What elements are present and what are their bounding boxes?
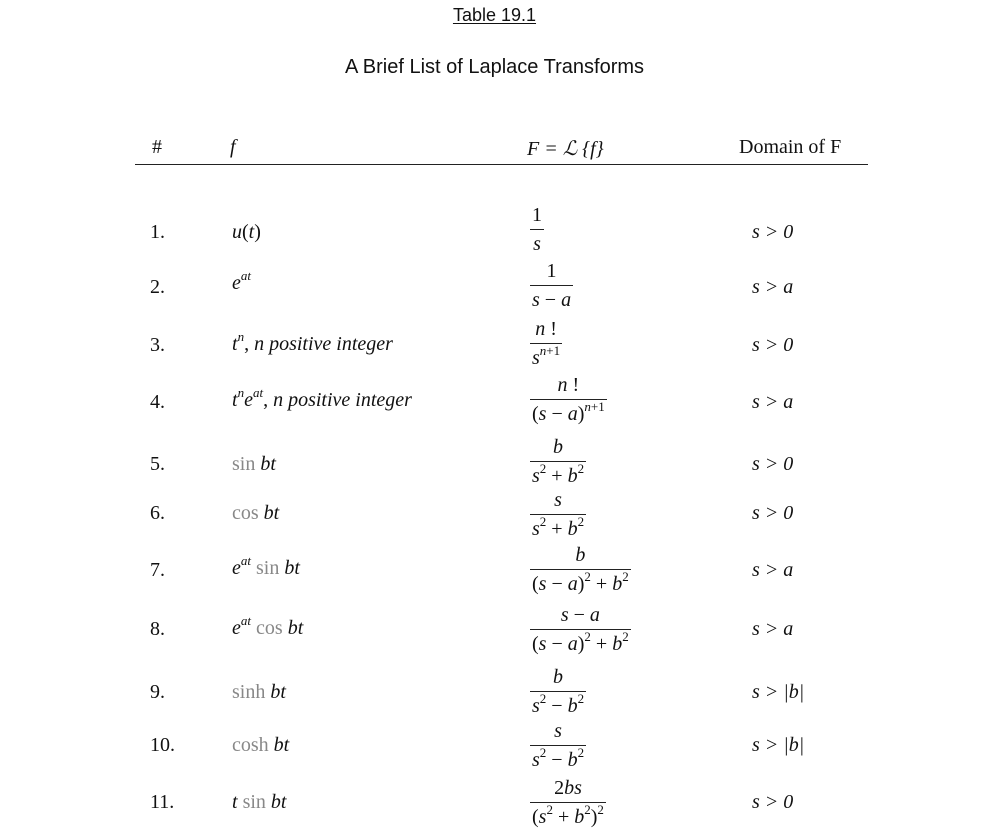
table-row (0, 203, 989, 259)
domain-cell: s > 0 (752, 453, 794, 475)
header-f: f (230, 136, 236, 158)
function-cell: $e^{at}$ cos bt (232, 613, 304, 639)
header-rule (135, 164, 868, 165)
domain-cell: s > 0 (752, 221, 794, 243)
function-suffix: n positive integer (273, 389, 412, 411)
function-cell: $t^ne^{at}$, n positive integer (232, 385, 412, 411)
row-number: 6. (150, 502, 165, 524)
function-cell: sin bt (232, 453, 276, 475)
row-number: 11. (150, 791, 175, 813)
header-transform: F = ℒ {f} (527, 138, 604, 160)
transform-cell: b $s^2 - b^2$ (532, 666, 585, 717)
function-cell: $e^{at}$ sin bt (232, 553, 300, 579)
header-number: # (152, 136, 162, 158)
domain-cell: s > a (752, 618, 794, 640)
domain-cell: s > a (752, 276, 794, 298)
row-number: 3. (150, 334, 165, 356)
domain-cell: s > |b| (752, 681, 805, 703)
transform-cell: n ! $(s - a)^{n+1}$ (532, 374, 605, 425)
table-label: Table 19.1 (452, 5, 537, 25)
row-number: 7. (150, 559, 165, 581)
table-row (0, 435, 989, 491)
row-number: 4. (150, 391, 165, 413)
table-row (0, 488, 989, 544)
table-row (0, 603, 989, 659)
function-suffix: n positive integer (254, 333, 393, 355)
row-number: 8. (150, 618, 165, 640)
transform-cell: s $s^2 + b^2$ (532, 489, 585, 540)
transform-cell: b $(s - a)^2 + b^2$ (532, 544, 629, 595)
domain-cell: s > 0 (752, 502, 794, 524)
domain-cell: s > a (752, 391, 794, 413)
transform-cell: 1 s − a (532, 260, 572, 311)
function-cell: $t^n$, n positive integer (232, 329, 393, 355)
row-number: 9. (150, 681, 165, 703)
domain-cell: s > 0 (752, 791, 794, 813)
function-cell: t sin bt (232, 791, 287, 813)
table-row (0, 719, 989, 775)
table-row (0, 317, 989, 373)
row-number: 5. (150, 453, 165, 475)
transform-cell: 1 s (532, 204, 542, 255)
transform-cell: s $s^2 - b^2$ (532, 720, 585, 771)
header-domain: Domain of F (739, 136, 842, 158)
table-row (0, 665, 989, 721)
table-row (0, 259, 989, 315)
function-cell: cosh bt (232, 734, 290, 756)
function-cell: sinh bt (232, 681, 286, 703)
row-number: 1. (150, 221, 165, 243)
function-cell: cos bt (232, 502, 280, 524)
domain-cell: s > a (752, 559, 794, 581)
function-cell: $e^{at}$ (232, 268, 252, 294)
table-row (0, 543, 989, 599)
transform-cell: n ! $s^{n+1}$ (532, 318, 561, 369)
transform-cell: s − a $(s - a)^2 + b^2$ (532, 604, 629, 655)
row-number: 2. (150, 276, 165, 298)
table-row (0, 776, 989, 832)
transform-cell: b $s^2 + b^2$ (532, 436, 585, 487)
table-row (0, 373, 989, 429)
table-subtitle: A Brief List of Laplace Transforms (344, 56, 645, 78)
domain-cell: s > |b| (752, 734, 805, 756)
row-number: 10. (150, 734, 175, 756)
domain-cell: s > 0 (752, 334, 794, 356)
function-cell: u(t) (232, 221, 261, 243)
transform-cell: 2bs $(s^2 + b^2)^2$ (532, 777, 604, 828)
